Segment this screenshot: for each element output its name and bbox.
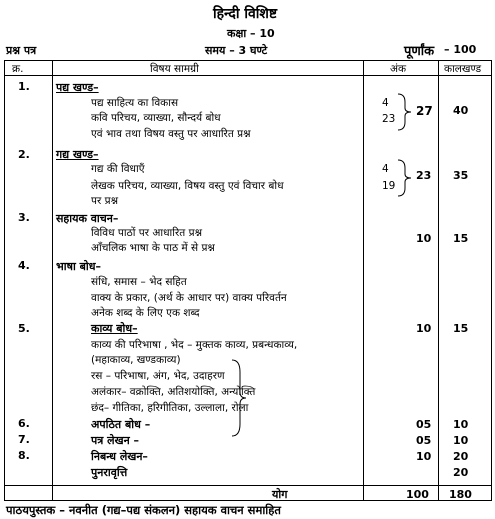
row5-line2: (महाकाव्य, खण्डकाव्य) (91, 354, 181, 366)
row1-marks: 27 (416, 104, 433, 118)
col-header-marks: अंक (390, 63, 407, 75)
textbook-footer: पाठयपुस्तक – नवनीत (गद्य–पद्य संकलन) सहायक वाचन समाहित (6, 503, 281, 517)
row3-marks: 10 (416, 232, 432, 245)
row4-line1: संधि, समास – भेद सहित (91, 276, 187, 288)
row6-marks: 05 (416, 418, 432, 431)
row5-marks: 10 (416, 322, 432, 335)
row8-sno: 8. (18, 449, 30, 462)
row2-sno: 2. (18, 148, 30, 161)
row4-line2: वाक्य के प्रकार, (अर्थ के आधार पर) वाक्य परिवर्तन (91, 292, 287, 304)
paper-label: प्रश्न पत्र (6, 44, 37, 57)
row1-line1: पद्य साहित्य का विकास (91, 97, 179, 109)
marks-label: पूर्णांक (404, 44, 435, 59)
row6-period: 10 (453, 418, 469, 431)
row5-brace-icon (229, 358, 249, 438)
row3-line2: आँचलिक भाषा के पाठ में से प्रश्न (91, 242, 215, 254)
row1-sno: 1. (18, 80, 30, 93)
total-marks: 100 (406, 488, 429, 501)
row5-sno: 5. (18, 322, 30, 335)
row1-line2: कवि परिचय, व्याख्या, सौन्दर्य बोध (91, 112, 221, 124)
row8-marks: 10 (416, 450, 432, 463)
row5-line1: काव्य की परिभाषा , भेद – मुक्तक काव्य, प्रबन्धकाव्य, (91, 339, 298, 351)
row2-marks: 23 (416, 169, 432, 182)
row3-title: सहायक वाचन– (56, 212, 119, 225)
row2-title: गद्य खण्ड– (56, 148, 99, 161)
row1-title: पद्य खण्ड– (56, 81, 99, 94)
row5-line3: रस – परिभाषा, अंग, भेद, उदाहरण (91, 370, 225, 382)
row2-sub1: 4 (382, 163, 389, 175)
row7-title: पत्र लेखन – (91, 434, 140, 447)
row6-sno: 6. (18, 417, 30, 430)
class-line: कक्षा – 10 (227, 27, 275, 40)
row7-period: 10 (453, 434, 469, 447)
row5-title: काव्य बोध– (91, 322, 138, 335)
page-title: हिन्दी विशिष्ट (213, 6, 278, 22)
table-header-border (4, 75, 492, 76)
row2-line2: लेखक परिचय, व्याख्या, विषय वस्तु एवं विचार बोध (91, 180, 284, 192)
row6-title: अपठित बोध – (91, 418, 151, 431)
row2-brace-icon (396, 158, 416, 198)
table-total-border (4, 485, 492, 486)
row5-line5: छंद– गीतिका, हरिगीतिका, उल्लाला, रोला (91, 402, 249, 414)
row2-line3: पर प्रश्न (91, 195, 118, 207)
row8-title: निबन्ध लेखन– (91, 450, 148, 463)
row1-period: 40 (453, 104, 469, 117)
col-header-subject: विषय सामग्री (150, 63, 199, 75)
row8-period: 20 (453, 450, 469, 463)
row4-title: भाषा बोध– (56, 260, 102, 273)
row2-period: 35 (453, 169, 469, 182)
row1-line3: एवं भाव तथा विषय वस्तु पर आधारित प्रश्न (91, 128, 251, 140)
row9-period: 20 (453, 466, 469, 479)
time-line: समय – 3 घण्टे (205, 44, 268, 57)
total-period: 180 (449, 488, 472, 501)
row7-marks: 05 (416, 434, 432, 447)
row3-line1: विविध पाठों पर आधारित प्रश्न (91, 227, 202, 239)
row4-line3: अनेक शब्द के लिए एक शब्द (91, 307, 200, 319)
row1-brace-icon (396, 92, 416, 132)
row5-line4: अलंकार– वक्रोक्ति, अतिशयोक्ति, अन्योक्ति (91, 386, 256, 398)
row3-period: 15 (453, 232, 469, 245)
table-left-border (4, 60, 5, 501)
table-top-border (4, 60, 492, 61)
col-divider-3 (438, 60, 439, 501)
row4-sno: 4. (18, 259, 30, 272)
col-divider-1 (52, 60, 53, 501)
row3-sno: 3. (18, 211, 30, 224)
row2-sub2: 19 (382, 180, 396, 192)
col-divider-2 (363, 60, 364, 501)
marks-value: – 100 (444, 43, 477, 56)
row5-period: 15 (453, 322, 469, 335)
table-right-border (491, 60, 492, 501)
col-header-period: कालखण्ड (444, 63, 482, 75)
row1-sub2: 23 (382, 113, 396, 125)
row9-title: पुनरावृत्ति (91, 466, 128, 479)
total-label: योग (272, 488, 288, 501)
row2-line1: गद्य की विधाएँ (91, 163, 145, 175)
col-header-sno: क्र. (12, 63, 24, 75)
row7-sno: 7. (18, 433, 30, 446)
row1-sub1: 4 (382, 97, 389, 109)
